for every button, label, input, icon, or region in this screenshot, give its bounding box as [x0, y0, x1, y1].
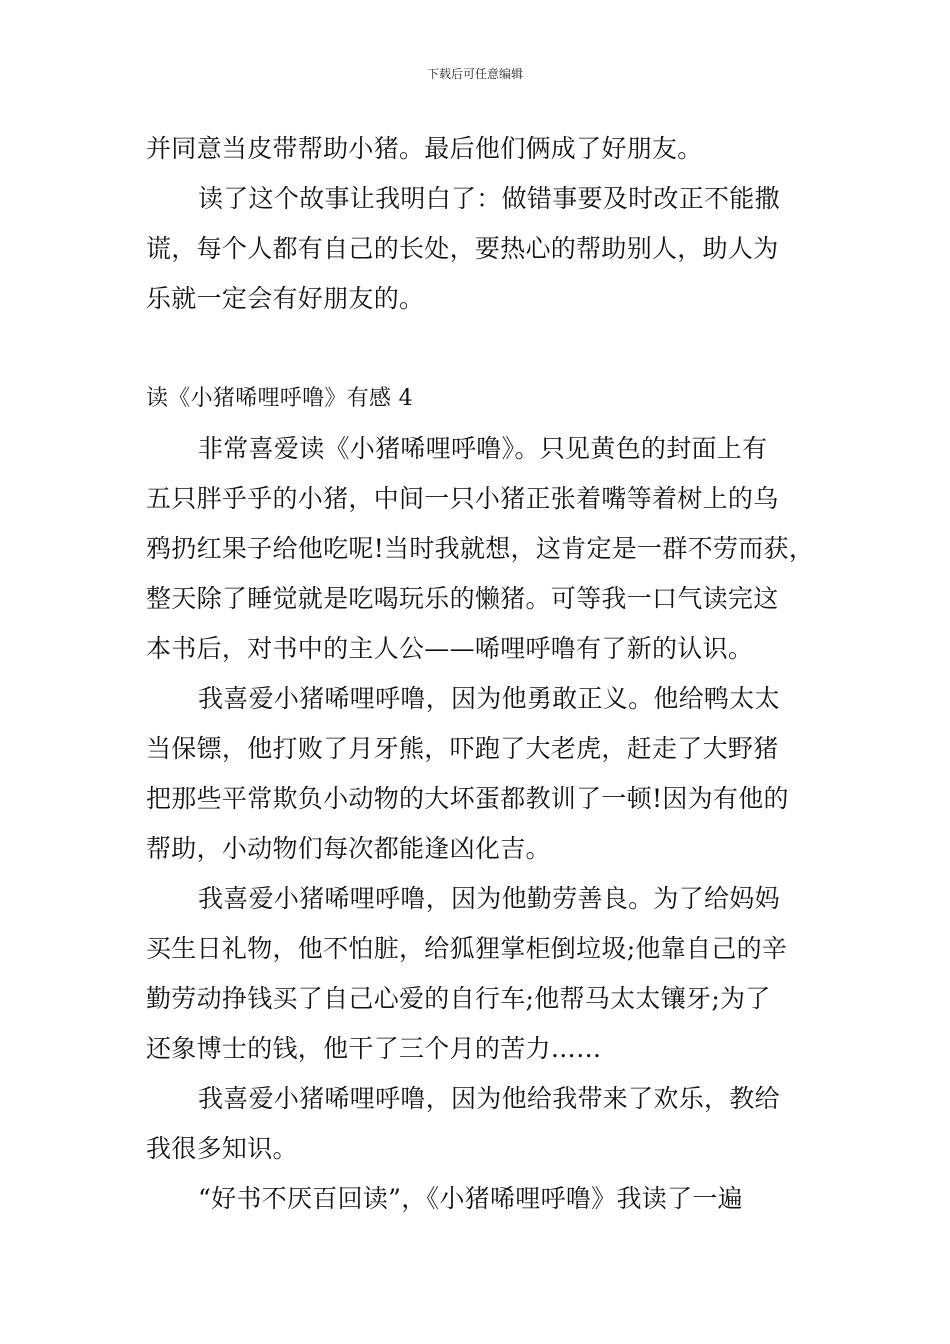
text-line: 我喜爱小猪唏哩呼噜，因为他给我带来了欢乐，教给: [198, 1084, 780, 1113]
text-line: 五只胖乎乎的小猪，中间一只小猪正张着嘴等着树上的乌: [146, 484, 779, 513]
text-line: 乐就一定会有好朋友的。: [146, 284, 425, 313]
text-line: 整天除了睡觉就是吃喝玩乐的懒猪。可等我一口气读完这: [146, 584, 779, 613]
text-line: 帮助，小动物们每次都能逢凶化吉。: [146, 834, 551, 863]
text-line: 读了这个故事让我明白了：做错事要及时改正不能撒: [198, 184, 780, 213]
text-line: 当保镖，他打败了月牙熊，吓跑了大老虎，赶走了大野猪: [146, 734, 779, 763]
paragraph-gap: [146, 324, 816, 374]
text-line: 买生日礼物，他不怕脏，给狐狸掌柜倒垃圾;他靠自己的辛: [146, 934, 788, 963]
text-line: 本书后，对书中的主人公——唏哩呼噜有了新的认识。: [146, 634, 754, 663]
text-line: 鸦扔红果子给他吃呢!当时我就想，这肯定是一群不劳而获，: [146, 534, 815, 563]
text-line: 还象博士的钱，他干了三个月的苦力……: [146, 1034, 602, 1063]
text-line: “好书不厌百回读”，《小猪唏哩呼噜》我读了一遍: [198, 1184, 743, 1213]
text-line: 非常喜爱读《小猪唏哩呼噜》。只见黄色的封面上有: [198, 434, 768, 463]
document-body: [146, 124, 816, 1224]
header-note: 下载后可任意编辑: [426, 67, 523, 81]
text-line: 并同意当皮带帮助小猪。最后他们俩成了好朋友。: [146, 134, 703, 163]
text-line: 我喜爱小猪唏哩呼噜，因为他勤劳善良。为了给妈妈: [198, 884, 780, 913]
text-line: 我很多知识。: [146, 1134, 298, 1163]
text-line: 把那些平常欺负小动物的大坏蛋都教训了一顿!因为有他的: [146, 784, 789, 813]
section-title: 读《小猪唏哩呼噜》有感 4: [146, 386, 413, 411]
text-line: 谎，每个人都有自己的长处，要热心的帮助别人，助人为: [146, 234, 779, 263]
text-line: 勤劳动挣钱买了自己心爱的自行车;他帮马太太镶牙;为了: [146, 984, 771, 1013]
text-line: 我喜爱小猪唏哩呼噜，因为他勇敢正义。他给鸭太太: [198, 684, 780, 713]
